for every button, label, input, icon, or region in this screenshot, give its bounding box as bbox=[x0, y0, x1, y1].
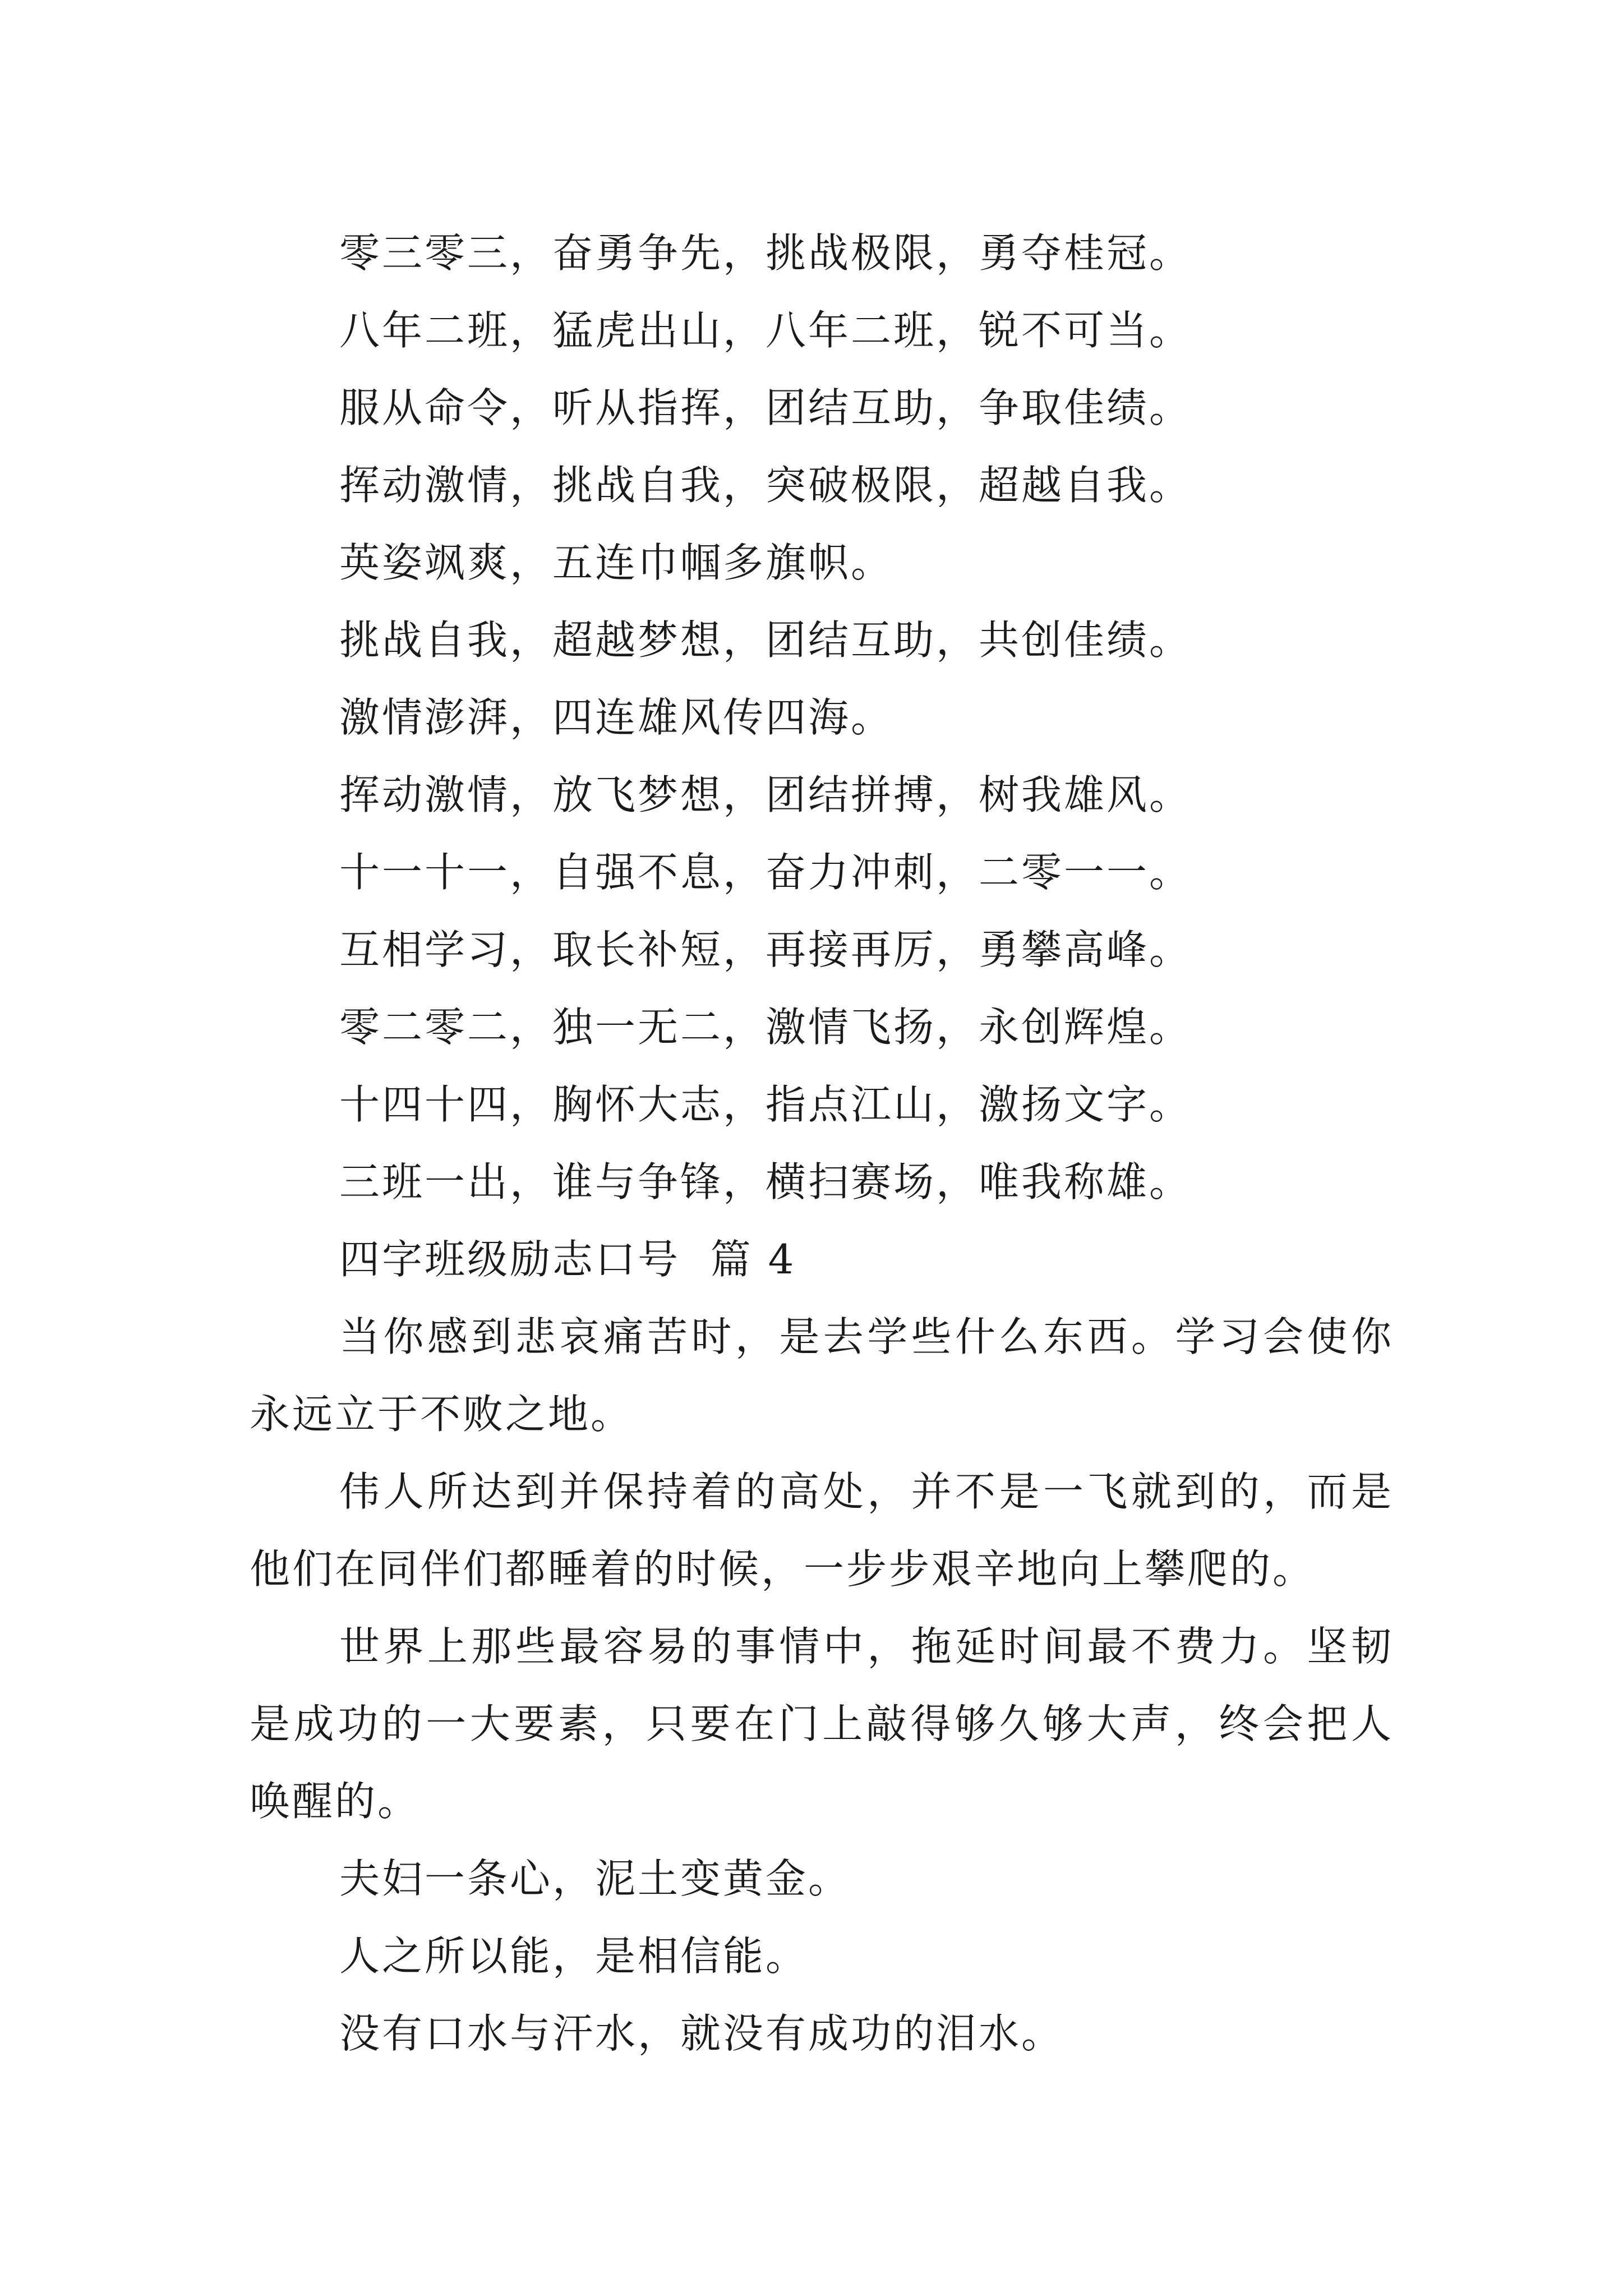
slogan-line: 十一十一，自强不息，奋力冲刺，二零一一。 bbox=[339, 849, 1192, 896]
slogan-line: 零三零三，奋勇争先，挑战极限，勇夺桂冠。 bbox=[339, 229, 1192, 277]
quote-paragraph: 没有口水与汗水，就没有成功的泪水。 bbox=[339, 2010, 1064, 2057]
slogan-line: 激情澎湃，四连雄风传四海。 bbox=[339, 694, 894, 741]
slogan-line: 挥动激情，挑战自我，突破极限，超越自我。 bbox=[339, 462, 1192, 509]
slogan-line: 三班一出，谁与争锋，横扫赛场，唯我称雄。 bbox=[339, 1158, 1192, 1205]
slogan-line: 八年二班，猛虎出山，八年二班，锐不可当。 bbox=[339, 307, 1192, 354]
slogan-line: 服从命令，听从指挥，团结互助，争取佳绩。 bbox=[339, 384, 1192, 431]
slogan-line: 挥动激情，放飞梦想，团结拼搏，树我雄风。 bbox=[339, 771, 1192, 818]
quote-paragraph: 夫妇一条心，泥土变黄金。 bbox=[339, 1855, 851, 1902]
quote-paragraph: 人之所以能，是相信能。 bbox=[339, 1932, 809, 1980]
slogan-line: 零二零二，独一无二，激情飞扬，永创辉煌。 bbox=[339, 1004, 1192, 1051]
slogan-line: 挑战自我，超越梦想，团结互助，共创佳绩。 bbox=[339, 616, 1192, 664]
section-heading: 四字班级励志口号 篇 4 bbox=[339, 1236, 796, 1283]
slogan-line: 十四十四，胸怀大志，指点江山，激扬文字。 bbox=[339, 1081, 1192, 1128]
quote-paragraph: 当你感到悲哀痛苦时，是去学些什么东西。学习会使你永远立于不败之地。 bbox=[250, 1313, 1394, 1438]
document-body bbox=[250, 214, 1394, 2072]
slogan-line: 英姿飒爽，五连巾帼多旗帜。 bbox=[339, 539, 894, 586]
quote-paragraph: 伟人所达到并保持着的高处，并不是一飞就到的，而是他们在同伴们都睡着的时候，一步步艰辛地向上攀爬的。 bbox=[250, 1468, 1394, 1593]
slogan-line: 互相学习，取长补短，再接再厉，勇攀高峰。 bbox=[339, 926, 1192, 973]
quote-paragraph: 世界上那些最容易的事情中，拖延时间最不费力。坚韧是成功的一大要素，只要在门上敲得够久够大声，终会把人唤醒的。 bbox=[250, 1623, 1394, 1825]
